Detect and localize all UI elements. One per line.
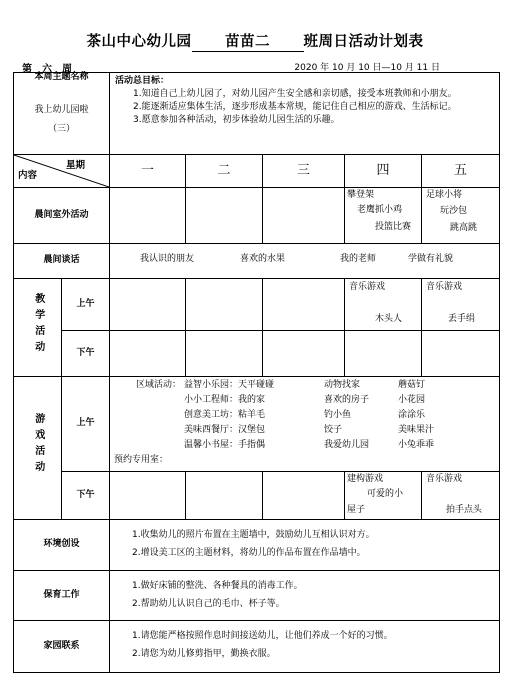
school-name: 茶山中心幼儿园 [86, 34, 192, 50]
outdoor-thu-item: 投篮比赛 [375, 222, 412, 232]
day-tue: 二 [186, 155, 263, 188]
game-fri-item: 拍手点头 [446, 505, 483, 515]
environment-item: 2.增设美工区的主题材料，将幼儿的作品布置在作品墙中。 [132, 548, 366, 558]
area-activity: 美味果汁 [398, 425, 435, 435]
corner-content-label: 内容 [18, 170, 38, 182]
teaching-pm-fri [422, 331, 500, 377]
corner-weekday-label: 星期 [66, 160, 86, 171]
game-pm-wed [263, 472, 345, 520]
family-item: 2.请您为幼儿修剪指甲，勤换衣服。 [132, 649, 276, 659]
reserve-label: 预约专用室： [114, 455, 169, 465]
environment-content [110, 520, 500, 571]
teaching-fri-item: 丢手绢 [448, 314, 476, 324]
game-am-content [110, 377, 500, 472]
area-name: 益智小乐园：天平碰碰 [184, 380, 275, 390]
talk-item: 我认识的朋友 [140, 254, 195, 264]
teaching-label: 教学活动 [32, 292, 44, 357]
game-pm-fri [422, 472, 500, 520]
teaching-thu-item: 音乐游戏 [349, 282, 386, 292]
area-name: 温馨小书屋：手指偶 [184, 440, 266, 450]
day-thu: 四 [345, 155, 422, 188]
teaching-am-tue [186, 279, 263, 331]
care-label: 保育工作 [14, 571, 110, 621]
game-pm-thu [345, 472, 422, 520]
outdoor-fri-item: 玩沙包 [440, 206, 468, 216]
outdoor-thu-item: 老鹰抓小鸡 [357, 205, 403, 215]
day-mon: 一 [110, 155, 186, 188]
game-label-cell [14, 377, 62, 520]
game-am-label: 上午 [62, 377, 110, 472]
teaching-pm-thu [345, 331, 422, 377]
goal-item: 3.愿意参加各种活动，初步体验幼儿园生活的乐趣。 [133, 115, 340, 126]
area-activity: 喜欢的房子 [324, 395, 370, 405]
game-thu-item: 屋子 [347, 505, 366, 515]
area-name: 美味西餐厅：汉堡包 [184, 425, 266, 435]
goals-cell [110, 73, 500, 155]
game-label: 游戏活动 [32, 413, 44, 478]
game-thu-item: 可爱的小 [367, 489, 404, 499]
talk-item: 我的老师 [340, 254, 377, 264]
theme-label: 本周主题名称 [34, 71, 89, 82]
environment-label: 环境创设 [14, 520, 110, 571]
area-activity: 我爱幼儿园 [324, 440, 370, 450]
family-item: 1.请您能严格按照作息时间接送幼儿，让他们养成一个好的习惯。 [132, 631, 393, 641]
teaching-am-thu [345, 279, 422, 331]
area-label: 区域活动： [136, 380, 182, 390]
outdoor-thu [345, 188, 422, 244]
talk-content [110, 244, 500, 279]
area-activity: 钓小鱼 [324, 410, 352, 420]
area-activity: 饺子 [324, 425, 343, 435]
goals-label: 活动总目标： [115, 76, 170, 86]
talk-label: 晨间谈话 [14, 244, 110, 279]
area-activity: 动物找家 [324, 380, 361, 390]
area-activity: 小花园 [398, 395, 426, 405]
goal-item: 1.知道自己上幼儿园了，对幼儿园产生安全感和亲切感，接受本班教师和小朋友。 [133, 89, 457, 100]
theme-cell [14, 73, 110, 155]
care-item: 1.做好床铺的整洗、各种餐具的消毒工作。 [132, 581, 303, 591]
outdoor-label: 晨间室外活动 [14, 188, 110, 244]
outdoor-thu-item: 攀登架 [347, 190, 375, 200]
teaching-thu-item: 木头人 [375, 314, 403, 324]
environment-item: 1.收集幼儿的照片布置在主题墙中，鼓励幼儿互相认识对方。 [132, 530, 375, 540]
teaching-label-cell [14, 279, 62, 377]
care-content [110, 571, 500, 621]
theme-part: （三） [48, 124, 76, 135]
talk-item: 学做有礼貌 [408, 254, 454, 264]
outdoor-fri [422, 188, 500, 244]
teaching-pm-mon [110, 331, 186, 377]
teaching-am-mon [110, 279, 186, 331]
goal-item: 2.能逐渐适应集体生活，逐步形成基本常规，能记住自己相应的游戏、生活标记。 [133, 102, 457, 113]
area-activity: 蘑菇钉 [398, 380, 426, 390]
date-range: 2020 年 10 月 10 日—10 月 11 日 [294, 63, 440, 73]
outdoor-wed [263, 188, 345, 244]
day-fri: 五 [422, 155, 500, 188]
week-label: 第 六 周 [22, 64, 72, 75]
teaching-pm-tue [186, 331, 263, 377]
outdoor-mon [110, 188, 186, 244]
plan-title: 班周日活动计划表 [303, 34, 424, 50]
area-activity: 小兔乖乖 [398, 440, 435, 450]
teaching-am-wed [263, 279, 345, 331]
game-pm-label: 下午 [62, 472, 110, 520]
talk-item: 喜欢的水果 [240, 254, 286, 264]
teaching-pm-label: 下午 [62, 331, 110, 377]
outdoor-fri-item: 足球小将 [426, 190, 463, 200]
outdoor-tue [186, 188, 263, 244]
class-name: 苗苗二 [192, 30, 304, 52]
care-item: 2.帮助幼儿认识自己的毛巾、杯子等。 [132, 599, 285, 609]
area-name: 小小工程师：我的家 [184, 395, 266, 405]
weekday-corner-cell [14, 155, 110, 188]
teaching-am-fri [422, 279, 500, 331]
game-thu-item: 建构游戏 [347, 474, 384, 484]
area-name: 创意美工坊：粘羊毛 [184, 410, 266, 420]
teaching-am-label: 上午 [62, 279, 110, 331]
game-pm-mon [110, 472, 186, 520]
area-activity: 涂涂乐 [398, 410, 426, 420]
teaching-pm-wed [263, 331, 345, 377]
outdoor-fri-item: 跳高跳 [450, 223, 478, 233]
game-pm-tue [186, 472, 263, 520]
day-wed: 三 [263, 155, 345, 188]
family-content [110, 621, 500, 673]
theme-name: 我上幼儿园啦 [34, 104, 89, 115]
weekly-plan-table [13, 72, 500, 673]
teaching-fri-item: 音乐游戏 [426, 282, 463, 292]
plan-title-line [0, 30, 510, 52]
game-fri-item: 音乐游戏 [426, 474, 463, 484]
family-label: 家园联系 [14, 621, 110, 673]
